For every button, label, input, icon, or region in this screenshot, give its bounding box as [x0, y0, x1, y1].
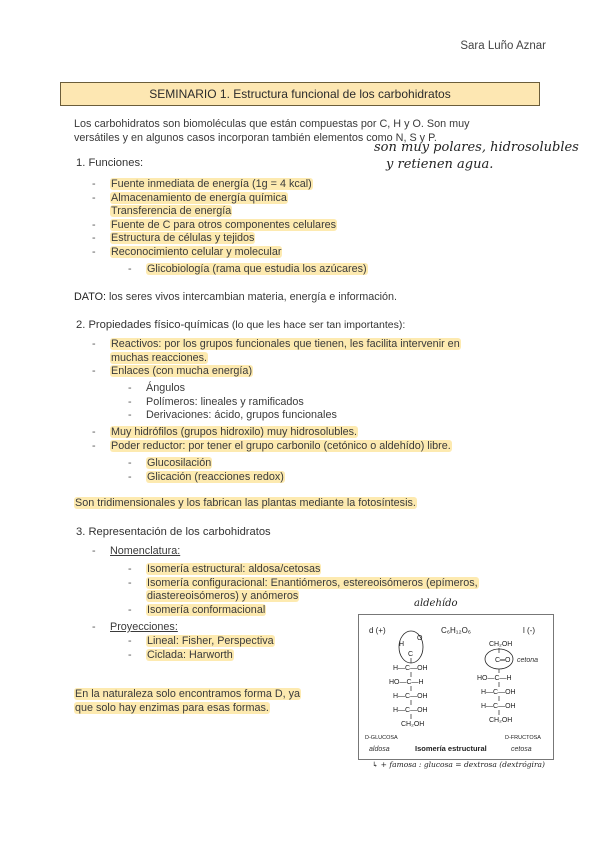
svg-text:CH₂OH: CH₂OH — [489, 717, 513, 724]
list-item: - Isomería estructural: aldosa/cetosas — [128, 563, 538, 577]
list-item: - Reconocimiento celular y molecular — [92, 246, 532, 260]
page-title: SEMINARIO 1. Estructura funcional de los carbohidratos — [60, 82, 540, 106]
svg-text:H—C—OH: H—C—OH — [393, 665, 428, 672]
list-item: - Lineal: Fisher, Perspectiva — [128, 635, 358, 649]
handwritten-glucose-note: ↳ + famosa : glucosa = dextrosa (dextrógira) — [372, 760, 545, 769]
handwritten-aldehido: aldehído — [414, 598, 458, 609]
handwritten-note-2: y retienen agua. — [386, 157, 494, 172]
author-name: Sara Luño Aznar — [460, 40, 546, 52]
list-item: - Almacenamiento de energía química — [92, 192, 532, 206]
figure-caption: Isomería estructural — [415, 744, 487, 753]
intro-line-1: Los carbohidratos son biomoléculas que están compuestas por C, H y O. Son muy — [74, 118, 470, 130]
bonds-sublist — [128, 382, 528, 423]
svg-text:C═O: C═O — [495, 657, 511, 664]
list-item: - Isomería conformacional — [128, 604, 538, 618]
list-item: - Proyecciones: — [92, 621, 352, 635]
svg-text:H—C—OH: H—C—OH — [393, 707, 428, 714]
properties-list-2 — [92, 426, 532, 453]
list-item: - Estructura de células y tejidos — [92, 232, 532, 246]
handwritten-aldosa: aldosa — [369, 746, 390, 753]
isomer-diagram — [359, 615, 553, 759]
projections-list — [92, 621, 352, 635]
handwritten-cetona: cetona — [517, 657, 539, 664]
fructose-structure — [477, 641, 516, 724]
list-item: - Fuente inmediata de energía (1g = 4 kcal) — [92, 178, 532, 192]
nomenclature-sublist — [128, 563, 538, 617]
list-item: diastereoisómeros) y anómeros — [147, 590, 299, 603]
svg-text:H—C—OH: H—C—OH — [393, 693, 428, 700]
list-item: - Derivaciones: ácido, grupos funcionales — [128, 409, 528, 423]
handwritten-note-1: son muy polares, hidrosolubles — [374, 140, 579, 155]
list-item: Transferencia de energía — [111, 205, 232, 218]
svg-text:HO—C—H: HO—C—H — [389, 679, 424, 686]
svg-text:H: H — [399, 641, 405, 648]
list-item: - Ángulos — [128, 382, 528, 396]
intro-line-2: versátiles y en algunos casos incorporan también elementos como N, S y P. — [74, 131, 437, 144]
list-item: - Muy hidrófilos (grupos hidroxilo) muy hidrosolubles. — [92, 426, 532, 440]
projections-sublist — [128, 635, 358, 662]
svg-text:H—C—OH: H—C—OH — [481, 703, 516, 710]
svg-text:C: C — [408, 651, 414, 658]
representation-list — [92, 545, 532, 559]
list-item: - Enlaces (con mucha energía) — [92, 365, 532, 379]
formula-label: C₆H₁₂O₆ — [441, 626, 472, 635]
svg-text:CH₂OH: CH₂OH — [489, 641, 513, 648]
glucose-label: D-GLUCOSA — [365, 735, 398, 741]
list-item: - Glucosilación — [128, 457, 528, 471]
svg-text:H—C—OH: H—C—OH — [481, 689, 516, 696]
list-item: - Nomenclatura: — [92, 545, 532, 559]
list-item: muchas reacciones. — [111, 351, 208, 364]
list-item: - Polímeros: lineales y ramificados — [128, 396, 528, 410]
handwritten-cetosa: cetosa — [511, 746, 532, 753]
glucose-structure — [389, 631, 428, 728]
isomer-figure — [358, 614, 554, 760]
tridimensional-line: Son tridimensionales y los fabrican las plantas mediante la fotosíntesis. — [75, 497, 416, 509]
section-1-heading: 1. Funciones: — [76, 157, 144, 169]
nature-line-1: En la naturaleza solo encontramos forma D, ya — [75, 688, 301, 700]
list-item: - Ciclada: Harworth — [128, 649, 358, 663]
fructose-label: D-FRUCTOSA — [505, 735, 541, 741]
functions-list — [92, 178, 532, 260]
list-item: - Glicobiología (rama que estudia los azúcares) — [128, 263, 528, 277]
svg-text:CH₂OH: CH₂OH — [401, 721, 425, 728]
l-label: l (-) — [523, 626, 535, 635]
nature-paragraph — [74, 688, 354, 715]
d-label: d (+) — [369, 626, 386, 635]
properties-list — [92, 338, 532, 379]
functions-sublist — [128, 263, 528, 277]
list-item: - Isomería configuracional: Enantiómeros, estereoisómeros (epímeros, — [128, 577, 538, 591]
reducing-sublist — [128, 457, 528, 484]
dato-line: DATO: los seres vivos intercambian materia, energía e información. — [74, 291, 398, 303]
list-item: - Poder reductor: por tener el grupo carbonilo (cetónico o aldehído) libre. — [92, 440, 532, 454]
svg-text:O: O — [417, 635, 423, 642]
list-item: - Glicación (reacciones redox) — [128, 471, 528, 485]
list-item: - Reactivos: por los grupos funcionales que tienen, les facilita intervenir en — [92, 338, 532, 352]
nature-line-2: que solo hay enzimas para esas formas. — [75, 701, 269, 714]
svg-text:HO—C—H: HO—C—H — [477, 675, 512, 682]
section-2-heading: 2. Propiedades físico-químicas (lo que les hace ser tan importantes): — [76, 319, 406, 331]
section-3-heading: 3. Representación de los carbohidratos — [76, 526, 271, 538]
list-item: - Fuente de C para otros componentes celulares — [92, 219, 532, 233]
arrow-icon: ↳ — [372, 760, 381, 769]
